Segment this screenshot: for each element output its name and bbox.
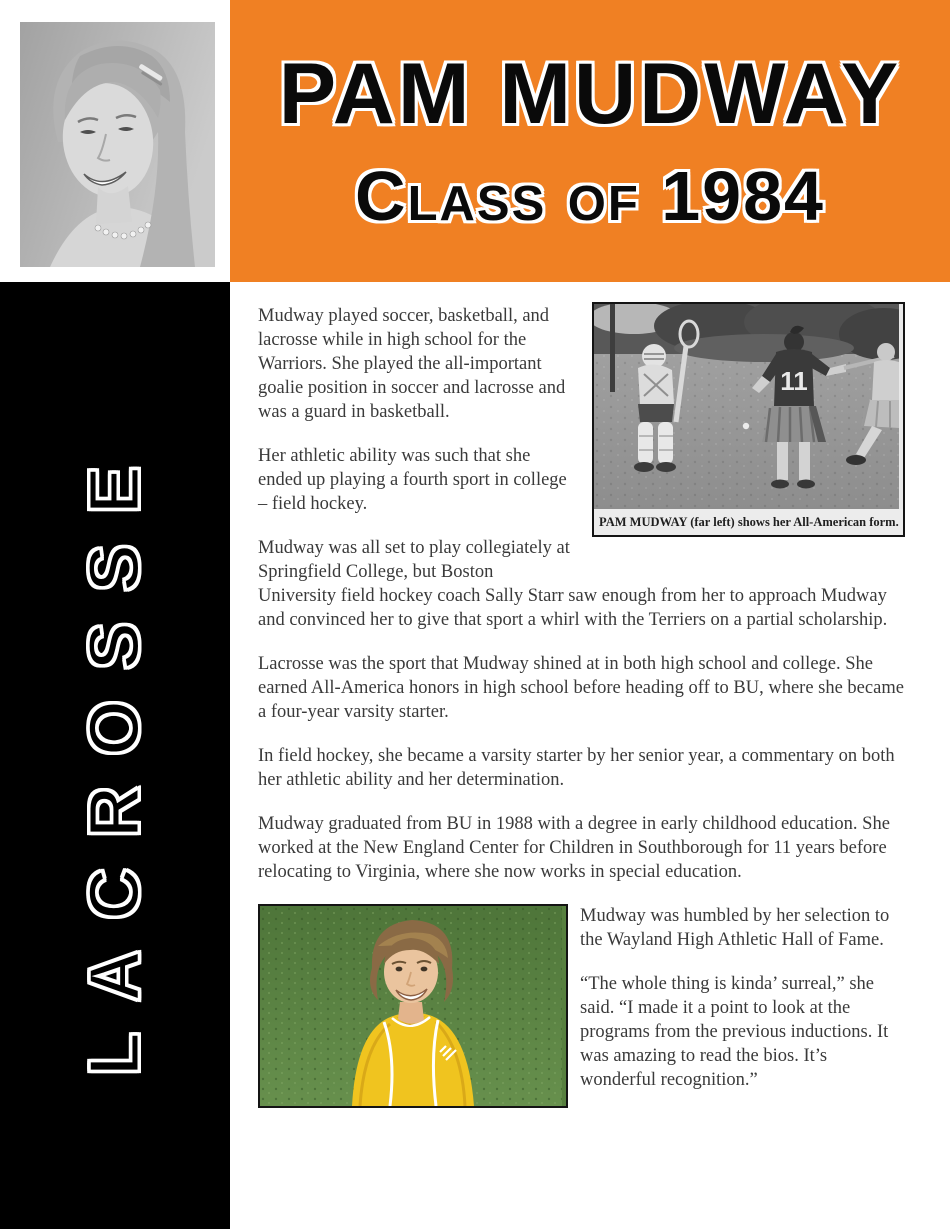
bio-paragraph: In field hockey, she became a varsity starter by her senior year, a commentary on both her athletic ability and her determination. (258, 746, 895, 790)
portrait-photo (20, 22, 215, 267)
action-photo (594, 304, 899, 509)
action-photo-frame (592, 302, 905, 537)
page-subtitle: Class of 1984 (355, 157, 825, 235)
action-photo-caption: PAM MUDWAY (far left) shows her All-American form. (594, 509, 903, 535)
content (230, 282, 950, 1229)
portrait-cell (0, 0, 230, 282)
sidebar-sport-label: LACROSSE (75, 435, 155, 1076)
recent-photo-frame (258, 904, 568, 1108)
page-title: PAM MUDWAY (278, 46, 902, 142)
induction-quote: “The whole thing is kinda’ surreal,” she said. “I made it a point to look at the programs from the previous inductions. It was amazing to read the bios. It’s wonderful recognition.” (580, 974, 889, 1090)
jersey-number: 11 (780, 366, 808, 396)
bio-paragraph: Her athletic ability was such that she ended up playing a fourth sport in college – field hockey. (258, 446, 567, 514)
induction-section (258, 904, 905, 1118)
sidebar (0, 282, 230, 1229)
banner (230, 0, 950, 282)
bio-paragraph: Mudway was all set to play collegiately at Springfield College, but Boston University field hockey coach Sally Starr saw enough from her to approach Mudway and convinced her to give that sport a whirl with the Terriers on a partial scholarship. (258, 538, 888, 630)
recent-photo (260, 906, 562, 1106)
bio-paragraph: Mudway played soccer, basketball, and lacrosse while in high school for the Warriors. She played the all-important goalie position in soccer and lacrosse and was a guard in basketball. (258, 306, 566, 422)
bio-paragraph: Mudway graduated from BU in 1988 with a degree in early childhood education. She worked at the New England Center for Children in Southborough for 11 years before relocating to Virginia, where she now works in special education. (258, 814, 890, 882)
bio-paragraph: Lacrosse was the sport that Mudway shined at in both high school and college. She earned All-America honors in high school before heading off to BU, where she became a four-year varsity starter. (258, 654, 904, 722)
induction-paragraph: Mudway was humbled by her selection to the Wayland High Athletic Hall of Fame. (580, 906, 890, 950)
